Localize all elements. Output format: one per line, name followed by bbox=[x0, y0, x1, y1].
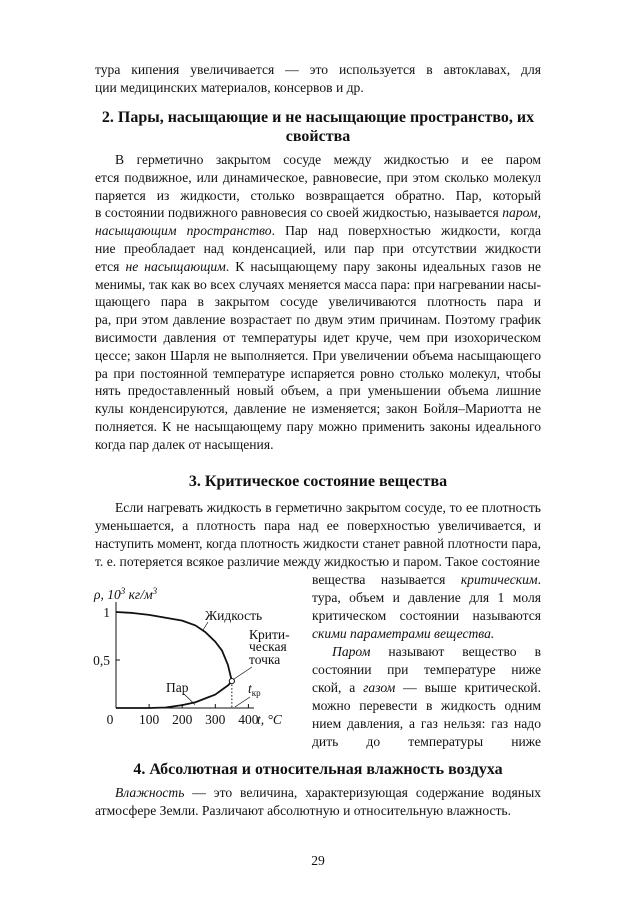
text-run: менимы, так как во всех случаях меняется масса пара: при нагревании насы- bbox=[95, 276, 541, 292]
text-line bbox=[312, 661, 541, 679]
text-run: ции медицинских материалов, консервов и др. bbox=[95, 79, 364, 95]
italic-term: газом bbox=[363, 680, 396, 695]
text-run: дить до температуры ниже bbox=[312, 734, 541, 749]
text-run: ра при постоянной температуре испаряется ровно столько молекул, чтобы bbox=[95, 365, 541, 381]
text-run: Если нагревать жидкость в герметично закрытом сосуде, то ее плотность bbox=[115, 500, 541, 515]
x-tick-label: 0 bbox=[106, 712, 114, 727]
text-run: когда пар далек от насыщения. bbox=[95, 436, 274, 452]
x-tick-label: 200 bbox=[172, 712, 193, 727]
text-line bbox=[95, 784, 541, 802]
text-run: щающего пара в закрытом сосуде увеличиваются плотность пара и bbox=[95, 294, 541, 310]
text-run: В герметично закрытом сосуде между жидкостью и ее паром bbox=[115, 152, 541, 167]
italic-term: Паром bbox=[332, 644, 371, 659]
italic-term: насыщающим пространство bbox=[95, 223, 272, 239]
section-4-body bbox=[95, 784, 541, 820]
x-tick-label: 400 bbox=[238, 712, 259, 727]
text-line bbox=[312, 625, 541, 643]
text-line bbox=[312, 715, 541, 733]
text-run: критическом состоянии называются bbox=[312, 608, 541, 623]
italic-term: не насыщающим bbox=[125, 258, 226, 274]
italic-term: скими параметрами вещества. bbox=[312, 626, 495, 641]
text-run: уменьшается, а плотность пара над ее поверхностью увеличивается, и bbox=[95, 518, 541, 533]
section-3-body-narrow bbox=[312, 571, 541, 751]
text-run: состоянии при температуре ниже bbox=[312, 662, 541, 677]
critical-point-label: ческая bbox=[249, 639, 287, 654]
text-run: ется bbox=[95, 258, 126, 274]
text-run: — это величина, характеризующая содержание водяных bbox=[192, 785, 541, 800]
text-run: т. е. потеряется всякое различие между жидкостью и паром. Такое состояние bbox=[95, 554, 540, 569]
critical-point-leader bbox=[234, 667, 252, 679]
text-run: называют вещество в bbox=[388, 644, 541, 659]
liquid-leader bbox=[203, 622, 208, 630]
text-line bbox=[312, 679, 541, 697]
critical-point-label: точка bbox=[249, 652, 281, 667]
text-line bbox=[312, 607, 541, 625]
text-run: . Пар над поверхностью жидкости, когда bbox=[271, 223, 541, 239]
series-label-vapor: Пар bbox=[166, 680, 189, 695]
text-run: — выше критической. bbox=[403, 680, 541, 695]
text-line bbox=[95, 802, 541, 820]
text-run: нием давления, а газ нельзя: газ надо bbox=[312, 716, 541, 731]
text-run: тура, объем и давление для 1 моля bbox=[312, 590, 541, 605]
text-line bbox=[312, 733, 541, 751]
text-line bbox=[312, 643, 541, 661]
heading-line: свойства bbox=[285, 128, 351, 145]
x-tick-label: 100 bbox=[138, 712, 160, 727]
page-number: 29 bbox=[311, 853, 325, 868]
text-run: в состоянии подвижного равновесия со своей жидкостью, называется bbox=[95, 205, 503, 221]
text-line bbox=[312, 571, 541, 589]
heading-line: 2. Пары, насыщающие и не насыщающие пространство, их bbox=[101, 109, 535, 126]
text-run: висимости давления от температуры идет круче, чем при изохорическом bbox=[95, 329, 541, 345]
text-run: вещества называется bbox=[312, 572, 461, 587]
text-run: наступить момент, когда плотность жидкости станет равной плотности пара, bbox=[95, 536, 541, 551]
text-run: паряется из жидкости, столько возвращается обратно. Пар, который bbox=[95, 187, 541, 203]
critical-temperature-label: $t_{кр}$ bbox=[248, 681, 261, 698]
text-run: цессе; закон Шарля не выполняется. При увеличении объема насыщающего bbox=[95, 347, 541, 363]
section-3-heading: 3. Критическое состояние вещества bbox=[188, 473, 448, 490]
text-line bbox=[312, 589, 541, 607]
x-tick-label: 300 bbox=[205, 712, 226, 727]
italic-term: паром, bbox=[502, 205, 541, 221]
y-axis-label: ρ, $10^3$ $кг/м^3$ bbox=[94, 586, 158, 602]
text-run: полняется. К не насыщающему пару можно применить законы идеального bbox=[95, 418, 541, 434]
text-run: ра, при этом давление возрастает по двум этим причинам. Поэтому график bbox=[95, 312, 541, 328]
text-run: ской, а bbox=[312, 680, 364, 695]
text-run: нять предоставленный новый объем, а при уменьшении объема лишние bbox=[95, 383, 541, 399]
y-tick-label: 1 bbox=[103, 605, 110, 620]
text-run: кулы конденсируются, давление не изменяется; закон Бойля–Мариотта не bbox=[95, 401, 541, 417]
text-run: ние преобладает над конденсацией, или пар при отсутствии жидкости bbox=[95, 240, 541, 256]
text-run: . К насыщающему пару законы идеальных газов не bbox=[225, 258, 541, 274]
text-run: тура кипения увеличивается — это используется в автоклавах, для bbox=[95, 62, 541, 77]
section-4-heading: 4. Абсолютная и относительная влажность воздуха bbox=[133, 761, 503, 778]
critical-point-label: Крити- bbox=[249, 627, 290, 642]
y-tick-label: 0,5 bbox=[93, 653, 110, 668]
italic-term: критическим bbox=[460, 572, 538, 587]
text-line bbox=[312, 697, 541, 715]
tcr-leader bbox=[235, 697, 250, 707]
text-run: . bbox=[537, 572, 541, 587]
text-run: ется подвижное, или динамическое, равновесие, при этом сколько молекул bbox=[95, 169, 541, 185]
text-run: атмосфере Земли. Различают абсолютную и относительную влажность. bbox=[95, 802, 512, 818]
series-label-liquid: Жидкость bbox=[205, 608, 263, 623]
critical-point-marker bbox=[229, 679, 234, 684]
x-axis-label: t, °C bbox=[257, 712, 282, 727]
italic-term: Влажность bbox=[115, 785, 185, 800]
text-run: можно перевести в жидкость одним bbox=[312, 698, 541, 713]
density-temperature-figure bbox=[0, 0, 320, 740]
